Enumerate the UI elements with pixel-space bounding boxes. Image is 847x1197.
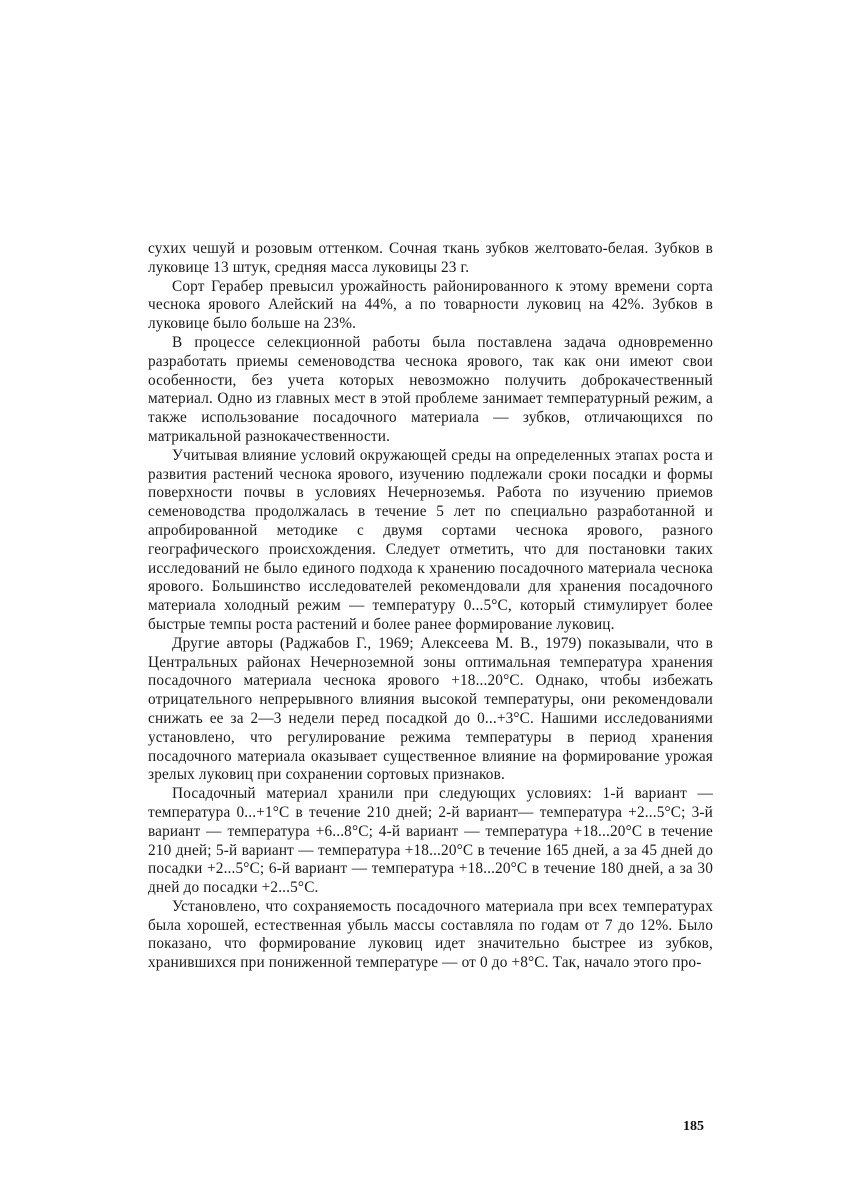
body-text xyxy=(148,240,713,973)
paragraph: В процессе селекционной рабoты была поставлена задача одновременно разработать приемы семеноводства чеснока ярового, так как они имеют свои особенности, без учета которых невозможно получить доброкачественный материал. Одно из главных мест в этой проблеме занимает температурный режим, а также использование посадочного материала — зубков, отличающихся по матрикальной разнокачественности. xyxy=(148,333,713,445)
paragraph: Посадочный материал хранили при следующих условиях: 1-й вариант — температура 0...+1°С в течение 210 дней; 2-й вариант— температура +2...5°С; 3-й вариант — температура +6...8°С; 4-й вариант — температура +18...20°С в течение 210 дней; 5-й вариант — температура +18...20°С в течение 165 дней, а за 45 дней до посадки +2...5°С; 6-й вариант — температура +18...20°С в течение 180 дней, а за 30 дней до посадки +2...5°С. xyxy=(148,785,713,897)
page-number: 185 xyxy=(683,1119,704,1134)
paragraph: Установлено, что сохраняемость посадочного материала при всех температурах была хорошей, естественная убыль массы составляла по годам от 7 до 12%. Было показано, что формирование луковиц идет значительно быстрее из зубков, хранившихся при пониженной температуре — от 0 до +8°С. Так, начало этого про- xyxy=(148,897,713,972)
paragraph: Другие авторы (Раджабов Г., 1969; Алексеева М. В., 1979) показывали, что в Центральных районах Нечерноземной зоны оптимальная температура хранения посадочного материала чеснока ярового +18...20°С. Однако, чтобы избежать отрицательного непрерывного влияния высокой температуры, они рекомендовали снижать ее за 2—3 недели перед посадкой до 0...+3°С. Нашими исследованиями установлено, что регулирование режима температуры в период хранения посадочного материала оказывает существенное влияние на формирование урожая зрелых луковиц при сохранении сортовых признаков. xyxy=(148,634,713,784)
paragraph: Сорт Герабер превысил урожайность районированного к этому времени сорта чеснока ярового Алейский на 44%, а по товарности луковиц на 42%. Зубков в луковице было больше на 23%. xyxy=(148,277,713,333)
paragraph: сухих чешуй и розовым оттенком. Сочная ткань зубков желтовато-белая. Зубков в луковице 13 штук, средняя масса луковицы 23 г. xyxy=(148,240,713,276)
paragraph: Учитывая влияние условий окружающей среды на определенных этапах роста и развития растений чеснока ярового, изучению подлежали сроки посадки и формы поверхности почвы в условиях Нечерноземья. Работа по изучению приемов семеноводства продолжалась в течение 5 лет по специально разработанной и апробированной методике с двумя сортами чеснока ярового, разного географического происхождения. Следует отметить, что для постановки таких исследований не было единого подхода к хранению посадочного материала чеснока ярового. Большинство исследователей рекомендовали для хранения посадочного материала холодный режим — температуру 0...5°С, который стимулирует более быстрые темпы роста растений и более ранее формирование луковиц. xyxy=(148,446,713,633)
